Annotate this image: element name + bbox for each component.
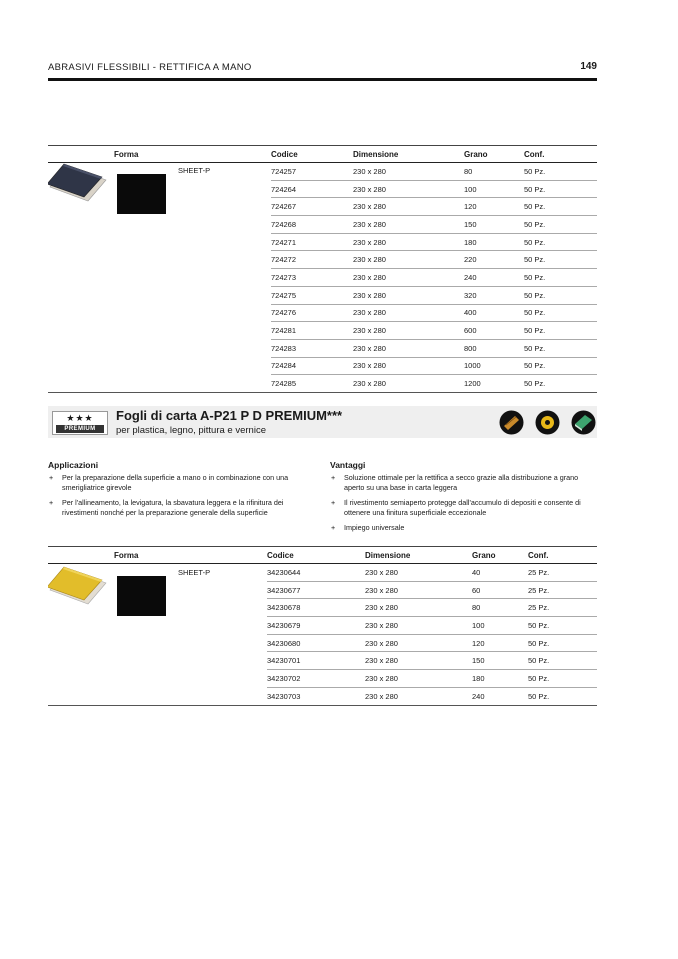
forma-cell: [48, 670, 267, 688]
codice-cell: 34230701: [267, 652, 365, 670]
star-icon: ★★★: [66, 413, 94, 423]
table-row: [48, 216, 597, 234]
table-row: [48, 322, 597, 340]
conf-cell: 50 Pz.: [524, 286, 597, 304]
grano-cell: 320: [464, 286, 524, 304]
conf-cell: 50 Pz.: [524, 304, 597, 322]
table-row: [48, 634, 597, 652]
page-header: [48, 60, 597, 80]
forma-cell: [48, 617, 267, 635]
dimensione-cell: 230 x 280: [353, 357, 464, 375]
grano-cell: 100: [464, 180, 524, 198]
col-dimensione: Dimensione: [365, 547, 472, 564]
table-row: [48, 687, 597, 705]
forma-cell: [48, 180, 271, 198]
codice-cell: 724271: [271, 233, 353, 251]
dimensione-cell: 230 x 280: [365, 617, 472, 635]
dimensione-cell: 230 x 280: [353, 269, 464, 287]
grano-cell: 180: [464, 233, 524, 251]
table-row: [48, 652, 597, 670]
applicazioni-heading: Applicazioni: [48, 460, 99, 470]
codice-cell: 34230677: [267, 581, 365, 599]
forma-cell: [48, 652, 267, 670]
col-conf: Conf.: [528, 547, 597, 564]
dimensione-cell: 230 x 280: [365, 581, 472, 599]
grano-cell: 800: [464, 339, 524, 357]
grano-cell: 80: [472, 599, 528, 617]
table-row: [48, 617, 597, 635]
table-row: [48, 339, 597, 357]
forma-cell: [48, 581, 267, 599]
vantaggi-section: [330, 460, 600, 538]
conf-cell: 25 Pz.: [528, 599, 597, 617]
codice-cell: 724276: [271, 304, 353, 322]
col-codice: Codice: [271, 146, 353, 163]
codice-cell: 724281: [271, 322, 353, 340]
codice-cell: 724273: [271, 269, 353, 287]
table-row: [48, 233, 597, 251]
table-row: [48, 251, 597, 269]
conf-cell: 50 Pz.: [524, 322, 597, 340]
col-codice: Codice: [267, 547, 365, 564]
conf-cell: 50 Pz.: [524, 198, 597, 216]
table-row: [48, 357, 597, 375]
forma-cell: [48, 233, 271, 251]
wood-icon: [499, 410, 524, 435]
dimensione-cell: 230 x 280: [353, 375, 464, 393]
forma-cell: [48, 564, 267, 582]
table-row: [48, 581, 597, 599]
grano-cell: 150: [464, 216, 524, 234]
forma-cell: [48, 687, 267, 705]
table-row: [48, 180, 597, 198]
codice-cell: 34230703: [267, 687, 365, 705]
conf-cell: 50 Pz.: [524, 357, 597, 375]
plastic-icon: [571, 410, 596, 435]
dimensione-cell: 230 x 280: [353, 286, 464, 304]
dimensione-cell: 230 x 280: [353, 304, 464, 322]
grano-cell: 80: [464, 163, 524, 181]
codice-cell: 724257: [271, 163, 353, 181]
grano-cell: 220: [464, 251, 524, 269]
conf-cell: 50 Pz.: [528, 652, 597, 670]
conf-cell: 50 Pz.: [524, 163, 597, 181]
codice-cell: 34230678: [267, 599, 365, 617]
codice-cell: 724264: [271, 180, 353, 198]
section-title: ABRASIVI FLESSIBILI - RETTIFICA A MANO: [48, 62, 252, 73]
dimensione-cell: 230 x 280: [365, 564, 472, 582]
product-subtitle: per plastica, legno, pittura e vernice: [116, 425, 266, 436]
codice-cell: 724284: [271, 357, 353, 375]
codice-cell: 724267: [271, 198, 353, 216]
table-row: [48, 564, 597, 582]
shape-label: SHEET-P: [178, 166, 211, 175]
grano-cell: 240: [464, 269, 524, 287]
col-conf: Conf.: [524, 146, 597, 163]
col-grano: Grano: [464, 146, 524, 163]
forma-cell: [48, 375, 271, 393]
conf-cell: 50 Pz.: [528, 617, 597, 635]
codice-cell: 724283: [271, 339, 353, 357]
shape-label: SHEET-P: [178, 568, 211, 577]
dimensione-cell: 230 x 280: [353, 198, 464, 216]
forma-cell: [48, 322, 271, 340]
forma-cell: [48, 251, 271, 269]
dimensione-cell: 230 x 280: [353, 339, 464, 357]
grano-cell: 600: [464, 322, 524, 340]
codice-cell: 724268: [271, 216, 353, 234]
vantaggi-item: + Impiego universale: [330, 523, 600, 533]
table-row: [48, 198, 597, 216]
table-row: [48, 269, 597, 287]
col-dimensione: Dimensione: [353, 146, 464, 163]
badge-label: PREMIUM: [56, 425, 104, 433]
vantaggi-item: + Il rivestimento semiaperto protegge dall'accumulo di depositi e consente di ottenere una finitura superficiale eccezionale: [330, 498, 600, 518]
dimensione-cell: 230 x 280: [353, 216, 464, 234]
grano-cell: 1200: [464, 375, 524, 393]
conf-cell: 50 Pz.: [528, 687, 597, 705]
codice-cell: 34230644: [267, 564, 365, 582]
table-row: [48, 599, 597, 617]
conf-cell: 50 Pz.: [524, 339, 597, 357]
dimensione-cell: 230 x 280: [365, 652, 472, 670]
forma-cell: [48, 269, 271, 287]
dimensione-cell: 230 x 280: [365, 670, 472, 688]
product-table-2: [48, 546, 597, 706]
forma-cell: [48, 286, 271, 304]
dimensione-cell: 230 x 280: [365, 634, 472, 652]
col-forma: Forma: [48, 547, 267, 564]
table-row: [48, 163, 597, 181]
forma-cell: [48, 198, 271, 216]
table-row: [48, 304, 597, 322]
conf-cell: 50 Pz.: [524, 251, 597, 269]
grano-cell: 100: [472, 617, 528, 635]
conf-cell: 25 Pz.: [528, 581, 597, 599]
grano-cell: 60: [472, 581, 528, 599]
table-row: [48, 670, 597, 688]
col-forma: Forma: [48, 146, 271, 163]
conf-cell: 25 Pz.: [528, 564, 597, 582]
dimensione-cell: 230 x 280: [353, 180, 464, 198]
conf-cell: 50 Pz.: [524, 180, 597, 198]
grano-cell: 120: [464, 198, 524, 216]
table-row: [48, 375, 597, 393]
header-rule: [48, 78, 597, 81]
forma-cell: [48, 216, 271, 234]
dimensione-cell: 230 x 280: [353, 322, 464, 340]
applicazioni-section: [48, 460, 318, 523]
dimensione-cell: 230 x 280: [365, 687, 472, 705]
applicazioni-item: + Per la preparazione della superficie a mano o in combinazione con una smerigliatrice girevole: [48, 473, 318, 493]
conf-cell: 50 Pz.: [524, 233, 597, 251]
conf-cell: 50 Pz.: [524, 375, 597, 393]
conf-cell: 50 Pz.: [528, 634, 597, 652]
page-number: 149: [580, 61, 597, 72]
product-title: Fogli di carta A-P21 P D PREMIUM***: [116, 408, 343, 423]
forma-cell: [48, 163, 271, 181]
grano-cell: 40: [472, 564, 528, 582]
conf-cell: 50 Pz.: [524, 216, 597, 234]
grano-cell: 120: [472, 634, 528, 652]
grano-cell: 240: [472, 687, 528, 705]
vantaggi-heading: Vantaggi: [330, 460, 366, 470]
applicazioni-item: + Per l'allineamento, la levigatura, la sbavatura leggera e la rifinitura dei rivestimenti nonché per la preparazione generale della superficie: [48, 498, 318, 518]
product-table-1: [48, 145, 597, 393]
codice-cell: 724275: [271, 286, 353, 304]
dimensione-cell: 230 x 280: [353, 233, 464, 251]
table-row: [48, 286, 597, 304]
grano-cell: 1000: [464, 357, 524, 375]
codice-cell: 724285: [271, 375, 353, 393]
codice-cell: 34230702: [267, 670, 365, 688]
vantaggi-item: + Soluzione ottimale per la rettifica a secco grazie alla distribuzione a grano aperto su una base in carta leggera: [330, 473, 600, 493]
col-grano: Grano: [472, 547, 528, 564]
forma-cell: [48, 599, 267, 617]
conf-cell: 50 Pz.: [524, 269, 597, 287]
codice-cell: 34230679: [267, 617, 365, 635]
codice-cell: 724272: [271, 251, 353, 269]
forma-cell: [48, 339, 271, 357]
paint-icon: [535, 410, 560, 435]
forma-cell: [48, 357, 271, 375]
forma-cell: [48, 634, 267, 652]
grano-cell: 180: [472, 670, 528, 688]
dimensione-cell: 230 x 280: [365, 599, 472, 617]
conf-cell: 50 Pz.: [528, 670, 597, 688]
grano-cell: 400: [464, 304, 524, 322]
codice-cell: 34230680: [267, 634, 365, 652]
dimensione-cell: 230 x 280: [353, 163, 464, 181]
grano-cell: 150: [472, 652, 528, 670]
dimensione-cell: 230 x 280: [353, 251, 464, 269]
forma-cell: [48, 304, 271, 322]
premium-badge: [52, 411, 108, 435]
